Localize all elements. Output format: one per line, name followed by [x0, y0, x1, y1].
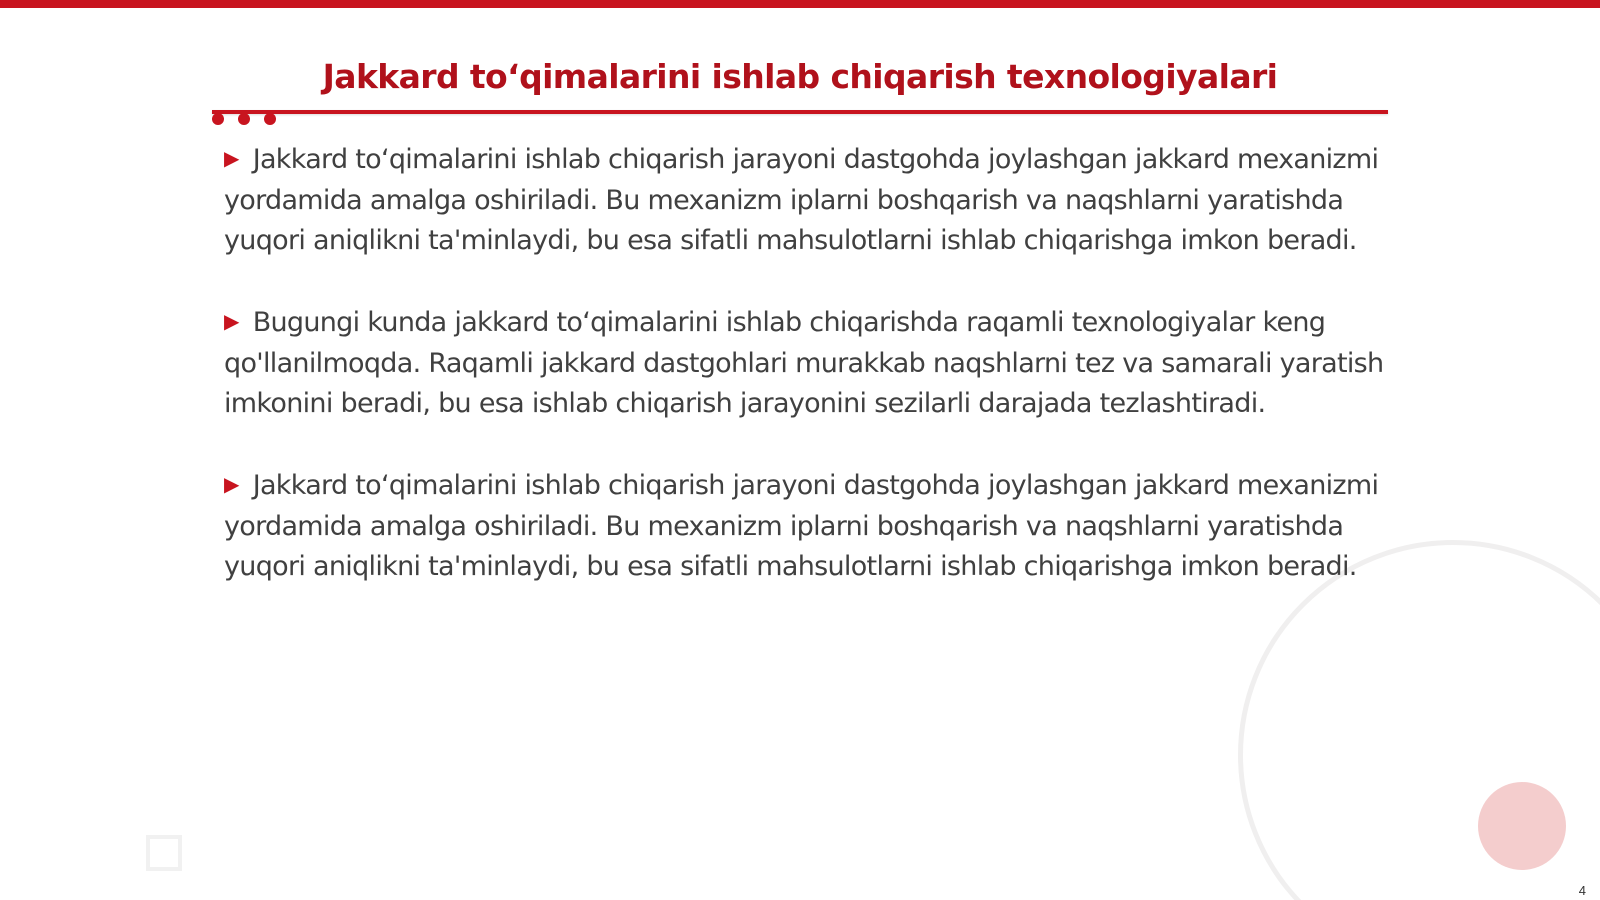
- bullet-paragraph-1: [224, 140, 1384, 261]
- slide-body: [224, 140, 1384, 629]
- paragraph-text-3: Jakkard to‘qimalarini ishlab chiqarish jarayoni dastgohda joylashgan jakkard mexanizmi yordamida amalga oshiriladi. Bu mexanizm iplarni boshqarish va naqshlarni yaratishda yuqori aniqlikni ta'minlaydi, bu esa sifatli mahsulotlarni ishlab chiqarishga imkon beradi.: [224, 470, 1379, 582]
- slide-title: Jakkard to‘qimalarini ishlab chiqarish texnologiyalari: [322, 57, 1278, 96]
- decor-dot-2: [238, 113, 250, 125]
- decor-square: [146, 835, 182, 871]
- triangle-right-icon: ▶: [224, 146, 239, 170]
- top-accent-bar: [0, 0, 1600, 8]
- bullet-paragraph-3: [224, 466, 1384, 587]
- triangle-right-icon: ▶: [224, 309, 239, 333]
- bullet-paragraph-2: [224, 303, 1384, 424]
- title-underline: [212, 110, 1388, 114]
- page-number: 4: [1578, 883, 1586, 898]
- triangle-right-icon: ▶: [224, 472, 239, 496]
- paragraph-text-2: Bugungi kunda jakkard to‘qimalarini ishlab chiqarishda raqamli texnologiyalar keng qo'llanilmoqda. Raqamli jakkard dastgohlari murakkab naqshlarni tez va samarali yaratish imkonini beradi, bu esa ishlab chiqarish jarayonini sezilarli darajada tezlashtiradi.: [224, 307, 1384, 419]
- decor-pink-circle: [1478, 782, 1566, 870]
- decor-dot-1: [212, 113, 224, 125]
- paragraph-text-1: Jakkard to‘qimalarini ishlab chiqarish jarayoni dastgohda joylashgan jakkard mexanizmi yordamida amalga oshiriladi. Bu mexanizm iplarni boshqarish va naqshlarni yaratishda yuqori aniqlikni ta'minlaydi, bu esa sifatli mahsulotlarni ishlab chiqarishga imkon beradi.: [224, 144, 1379, 256]
- decor-dot-3: [264, 113, 276, 125]
